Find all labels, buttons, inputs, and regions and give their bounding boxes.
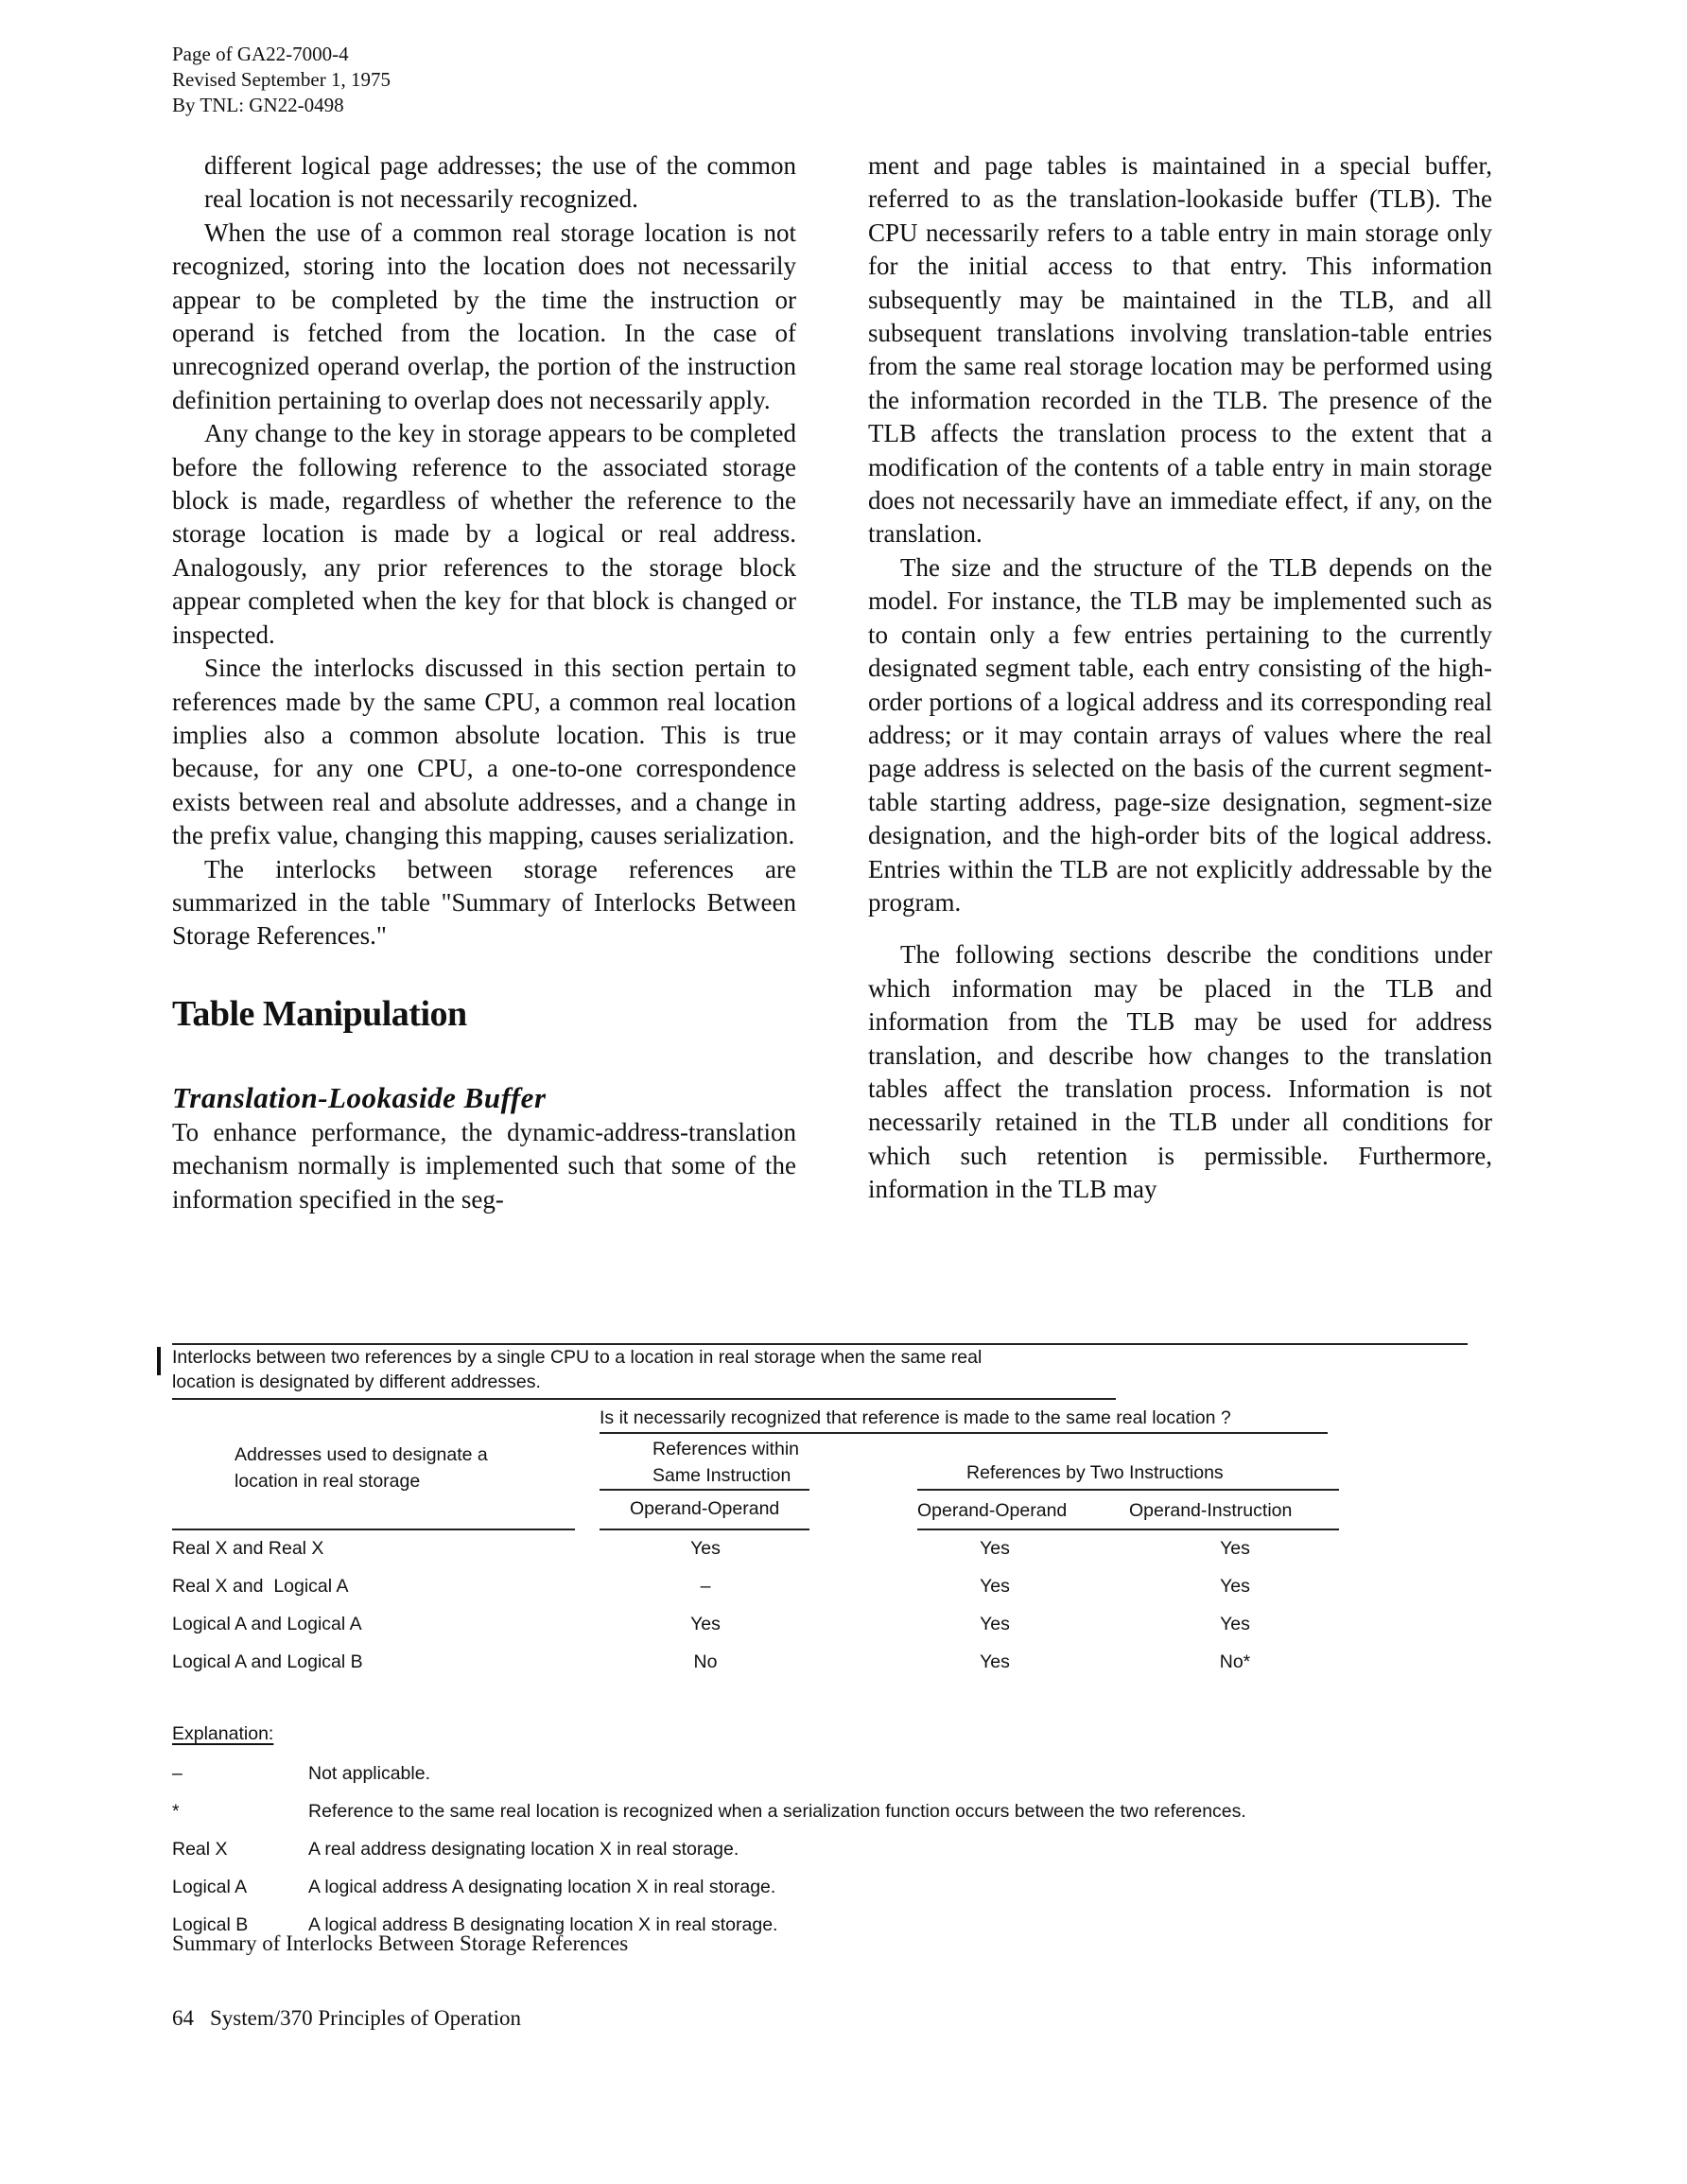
- question-header: Is it necessarily recognized that reference is made to the same real location ?: [600, 1407, 1231, 1428]
- group-two-header: References by Two Instructions: [966, 1462, 1224, 1483]
- group-within-underline: [600, 1489, 809, 1491]
- paragraph: The interlocks between storage references are summarized in the table "Summary of Interlocks Between Storage References.": [172, 854, 796, 951]
- group-two-underline: [917, 1489, 1339, 1491]
- left-column: [172, 149, 796, 1216]
- right-column: [868, 149, 1492, 1207]
- paragraph: Any change to the key in storage appears to be completed before the following reference to the associated storage block is made, regardless of whether the reference to the storage location is made by a logical or real address. Analogously, any prior references to the storage block appear completed when the key for that block is changed or inspected.: [172, 419, 796, 649]
- paragraph: The following sections describe the conditions under which information may be placed in the TLB and information from the TLB may be used for address translation, and describe how changes to the translation tables affect the translation process. Information is not necessarily retained in the TLB under all conditions for which such retention is permissible. Furthermore, information in the TLB may: [868, 940, 1492, 1204]
- page-footer: [172, 2006, 521, 2031]
- paragraph: To enhance performance, the dynamic-address-translation mechanism normally is implemented such that some of the information specified in the seg-: [172, 1117, 796, 1214]
- section-heading: Table Manipulation: [172, 993, 467, 1034]
- subsection-heading: Translation-Lookaside Buffer: [172, 1080, 547, 1114]
- page-number: 64: [172, 2006, 194, 2030]
- publication-title: System/370 Principles of Operation: [210, 2006, 521, 2030]
- group-within-header: References within Same Instruction: [652, 1439, 799, 1486]
- revision-date: Revised September 1, 1975: [172, 68, 391, 91]
- figure-caption: Summary of Interlocks Between Storage References: [172, 1931, 629, 1955]
- paragraph: different logical page addresses; the use of the common real location is not necessarily recognized.: [204, 151, 796, 214]
- change-bar: [157, 1347, 161, 1375]
- form-number: Page of GA22-7000-4: [172, 43, 349, 65]
- explanation-label: Explanation:: [172, 1723, 274, 1744]
- column-header: Operand-Operand: [630, 1498, 780, 1519]
- paragraph: Since the interlocks discussed in this section pertain to references made by the same CPU, a common real location implies also a common absolute location. This is true because, for any one CPU, a one-to-one correspondence exists between real and absolute addresses, and a change in the prefix value, changing this mapping, causes serialization.: [172, 654, 796, 850]
- paragraph: When the use of a common real storage location is not recognized, storing into the location does not necessarily appear to be completed by the time the instruction or operand is fetched from the location. In the case of unrecognized operand overlap, the portion of the instruction definition pertaining to overlap does not necessarily apply.: [172, 218, 796, 414]
- table-caption-line: Interlocks between two references by a single CPU to a location in real storage when the same real: [172, 1347, 983, 1368]
- document-header: [172, 42, 391, 118]
- table-caption-line: location is designated by different addresses.: [172, 1372, 541, 1392]
- column-header: Operand-Operand: [917, 1500, 1068, 1521]
- tnl-number: By TNL: GN22-0498: [172, 94, 344, 116]
- row-header-rule: [172, 1529, 575, 1530]
- caption-bottom-rule: [172, 1398, 1116, 1400]
- column-rule: [600, 1529, 809, 1530]
- column-rule: [917, 1529, 1339, 1530]
- paragraph: ment and page tables is maintained in a special buffer, referred to as the translation-lookaside buffer (TLB). The CPU necessarily refers to a table entry in main storage only for the initial access to that entry. This information subsequently may be maintained in the TLB, and all subsequent translations involving translation-table entries from the same real storage location may be performed using the information recorded in the TLB. The presence of the TLB affects the translation process to the extent that a modification of the contents of a table entry in main storage does not necessarily have an immediate effect, if any, on the translation.: [868, 151, 1492, 549]
- column-header: Operand-Instruction: [1129, 1500, 1293, 1521]
- row-header: Addresses used to designate a location in real storage: [235, 1444, 488, 1492]
- question-underline: [600, 1432, 1328, 1434]
- paragraph: The size and the structure of the TLB depends on the model. For instance, the TLB may be implemented such as to contain only a few entries pertaining to the currently designated segment table, each entry consisting of the high-order portions of a logical address and its corresponding real address; or it may contain arrays of values where the real page address is selected on the basis of the current segment-table starting address, page-size designation, segment-size designation, and the high-order bits of the logical address. Entries within the TLB are not explicitly addressable by the program.: [868, 552, 1492, 917]
